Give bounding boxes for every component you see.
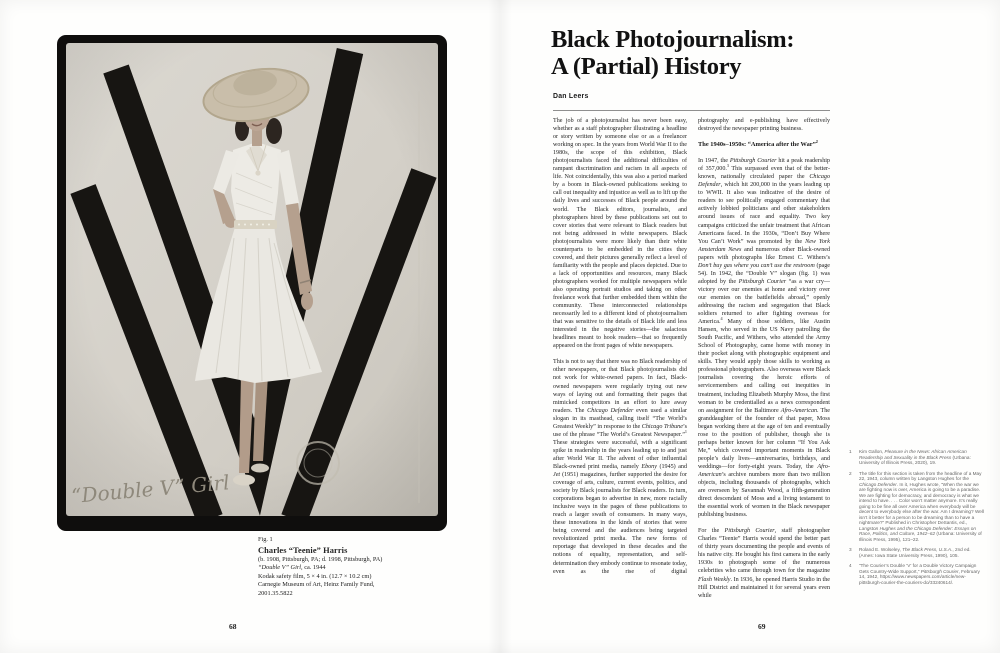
figure-label: Fig. 1: [258, 536, 273, 543]
footnote-number: 3: [849, 547, 852, 552]
essay-paragraph: For the Pittsburgh Courier, staff photographer Charles “Teenie” Harris would spend the better part of thirty years documenting the people and events of his native city. He bought his first camera in the early 1930s to photograph some of the numerous celebrities who came through town for the magazine Flash Weekly. In 1936, he opened Harris Studio in the Hill District and maintained it for several years even while: [698, 528, 830, 599]
artist-name: Charles “Teenie” Harris: [258, 545, 348, 555]
footnote-number: 2: [849, 470, 852, 476]
footnotes: [849, 449, 986, 590]
photo-frame: [57, 35, 447, 531]
accession-number: 2001.35.5822: [258, 589, 293, 597]
essay-title-line2: A (Partial) History: [551, 53, 742, 80]
section-heading: The 1940s–1950s: “America after the War”$^2$: [698, 138, 818, 149]
shoe: [251, 464, 269, 473]
work-title: “Double V” Girl, ca. 1944: [258, 564, 326, 572]
footnote-text: Roland E. Wolseley, The Black Press, U.S.A., 2nd ed. (Ames: Iowa State University Press, 1990), 105.: [859, 547, 971, 558]
footnote-number: 1: [849, 449, 852, 454]
footnote-3: [849, 547, 986, 558]
footnote-text: Kim Gallon, Pleasure in the News: African American Readership and Sexuality in the Black Press (Urbana: University of Illinois Press, 2020), 19.: [859, 449, 971, 465]
essay-column-2: [698, 117, 830, 615]
double-v-girl-photograph: [66, 43, 438, 516]
footnote-4: [849, 563, 986, 585]
footnote-text: “The Courier’s Double ‘V’ for a Double Victory Campaign Gets Country-Wide Support,” Pittsburgh Courier, February 14, 1942, https://www.newspapers.com/article/new-pittsburgh-courier-the-couriers-do/33240614/.: [859, 563, 980, 585]
credit-line: Carnegie Museum of Art, Heinz Family Fund,: [258, 581, 375, 589]
figure-caption: [258, 536, 448, 599]
footnote-2: [849, 471, 986, 543]
byline-divider: [553, 110, 830, 111]
footnote-1: [849, 449, 986, 466]
page-number-right: 69: [758, 622, 766, 631]
essay-paragraph: In 1947, the Pittsburgh Courier hit a peak readership of 357,000.$^3$ This surpassed even that of the better-known, nationally circulated paper the Chicago Defender, which hit 200,000 in the years leading up to WWII. It also was indicative of the desire of readers to see politically engaged commentary that actively lobbied politicians and other stakeholders around issues of race and equality. Two key campaigns criticized the unfair treatment that African Americans faced. In the 1930s, “Don’t Buy Where You Can’t Work” was promoted by the New York Amsterdam News and numerous other Black-owned papers with photographs like Ernest C. Withers’s Don’t buy gas where you can’t use the restroom (page 54). In 1942, the “Double V” slogan (fig. 1) was adopted by the Pittsburgh Courier “as a war cry—victory over our enemies at home and victory over our enemies on the battlefields abroad,” openly addressing the racism and segregation that Black soldiers returned to after fighting overseas for America.$^4$ Many of those soldiers, like Austin Hansen, who served in the US Navy patrolling the South Pacific, and Withers, who attended the Army School of Photography, came home with money in their pocket along with photographic equipment and skills. They would apply those skills to working as professional photographers. Also overseas were Black journalists covering the heroic efforts of servicemembers and calling out inequities in treatment, including Elizabeth Murphy Moss, the first woman to be credentialled as a news correspondent on assignment for the Baltimore Afro-American. The granddaughter of the founder of that paper, Moss began working there at the age of ten and eventually rose to the position of publisher, though she is perhaps better known for her column “If You Ask Me,” which covered important moments in Black people’s daily lives—anniversaries, birthdays, and weddings—for forty-eight years. Today, the Afro-American’s archive numbers more than two million objects, including thousands of photographs, which are overseen by Savannah Wood, a fifth-generation direct descendant of Moss and a living testament to the essential work of women in the Black newspaper publishing business.: [698, 158, 830, 519]
work-medium: Kodak safety film, 5 × 4 in. (12.7 × 10.2 cm): [258, 572, 372, 580]
shoe: [233, 475, 255, 486]
footnote-number: 4: [849, 563, 852, 568]
page-gutter: [488, 0, 512, 653]
essay-paragraph: The job of a photojournalist has never been easy, whether as a staff photographer illustrating a headline or story written by someone else or as a freelancer working on spec. In the years from World War II to the 1980s, the scope of this exhibition, Black photojournalists faced the additional difficulties of rampant discrimination and racism in all aspects of life. Not coincidentally, this was also a period marked by a boom in Black-owned publications seeking to call out inequality and injustice as well as to lift up the daily lives and successes of Black people around the world. The Black editors, journalists, and photographers hired by these publications set out to cover stories that were relevant to Black readers but not being addressed in white newspapers. Black photojournalists were more likely than their white counterparts to be embedded in the cities they covered, and their pictures generally reflect a level of familiarity with the people and places depicted. Due to a lack of opportunities and resources, many Black photographers worked for multiple newspapers while also operating portrait studios and taking on other freelance work that further embedded them within the community. These interconnected relationships necessarily led to a different kind of photojournalism that was sensitive to the details of Black life and less interested in the negative stories—the salacious headlines meant to hook readers—that so frequently appeared on the front pages of white newspapers.: [553, 118, 687, 350]
negative-inscription: “Double V” Girl: [70, 470, 231, 508]
essay-title: [551, 26, 881, 80]
essay-title-line1: Black Photojournalism:: [551, 26, 795, 53]
author-byline: Dan Leers: [553, 93, 589, 100]
essay-paragraph-continued: photography and e-publishing have effectively destroyed the newspaper printing business.: [698, 118, 830, 133]
essay-paragraph: This is not to say that there was no Black readership of other newspapers, or that Black photojournalists did not work for white-owned papers. In fact, Black-owned newspapers were regularly trying out new ways of laying out and formatting their pages that mimicked competitors in an effort to lure away readers. The Chicago Defender even used a similar slogan in its masthead, calling itself “The World’s Greatest Weekly” in response to the Chicago Tribune’s use of the phrase “The World’s Greatest Newspaper.”$^1$ These strategies were successful, with a significant spike in readership in the years leading up to and just after World War II. The advent of other influential Black-owned print media, namely Ebony (1945) and Jet (1951) magazines, further supported the desire for coverage of arts, culture, current events, politics, and society by Black journalists for Black readers. In turn, corporations began to advertise in new, more racially inclusive ways in the pages of these publications to reach a larger swath of consumers. In many ways, these innovations in the kinds of stories that were being covered and the audiences being targeted revolutionized print media. The new forms of reportage that developed in these decades and the notions of equality, representation, and self-determination they embody continue to resonate today, even as the rise of digital: [553, 359, 687, 575]
footnote-text: The title for this section is taken from the headline of a May 22, 1943, column written by Langston Hughes for the Chicago Defender. In it, Hughes wrote, “When the war we are fighting now is over, America is going to be a paradise. We are fighting for democracy, and democracy is what we intend to have. . . . Color won’t matter anymore. It’s really going to be fine all over America when everybody will be decent to everybody else after the war. Am I dreaming? Well isn’t it better for a person to be dreaming than to have a nightmare?” Published in Christopher DeSantis, ed., Langston Hughes and the Chicago Defender: Essays on Race, Politics, and Culture, 1942–62 (Urbana: University of Illinois Press, 1995), 121–22.: [859, 470, 984, 542]
artist-life-dates: (b. 1908, Pittsburgh, PA; d. 1998, Pittsburgh, PA): [258, 555, 383, 563]
essay-column-1: [553, 117, 687, 615]
page-number-left: 68: [229, 622, 237, 631]
sequined-belt: [234, 220, 277, 229]
